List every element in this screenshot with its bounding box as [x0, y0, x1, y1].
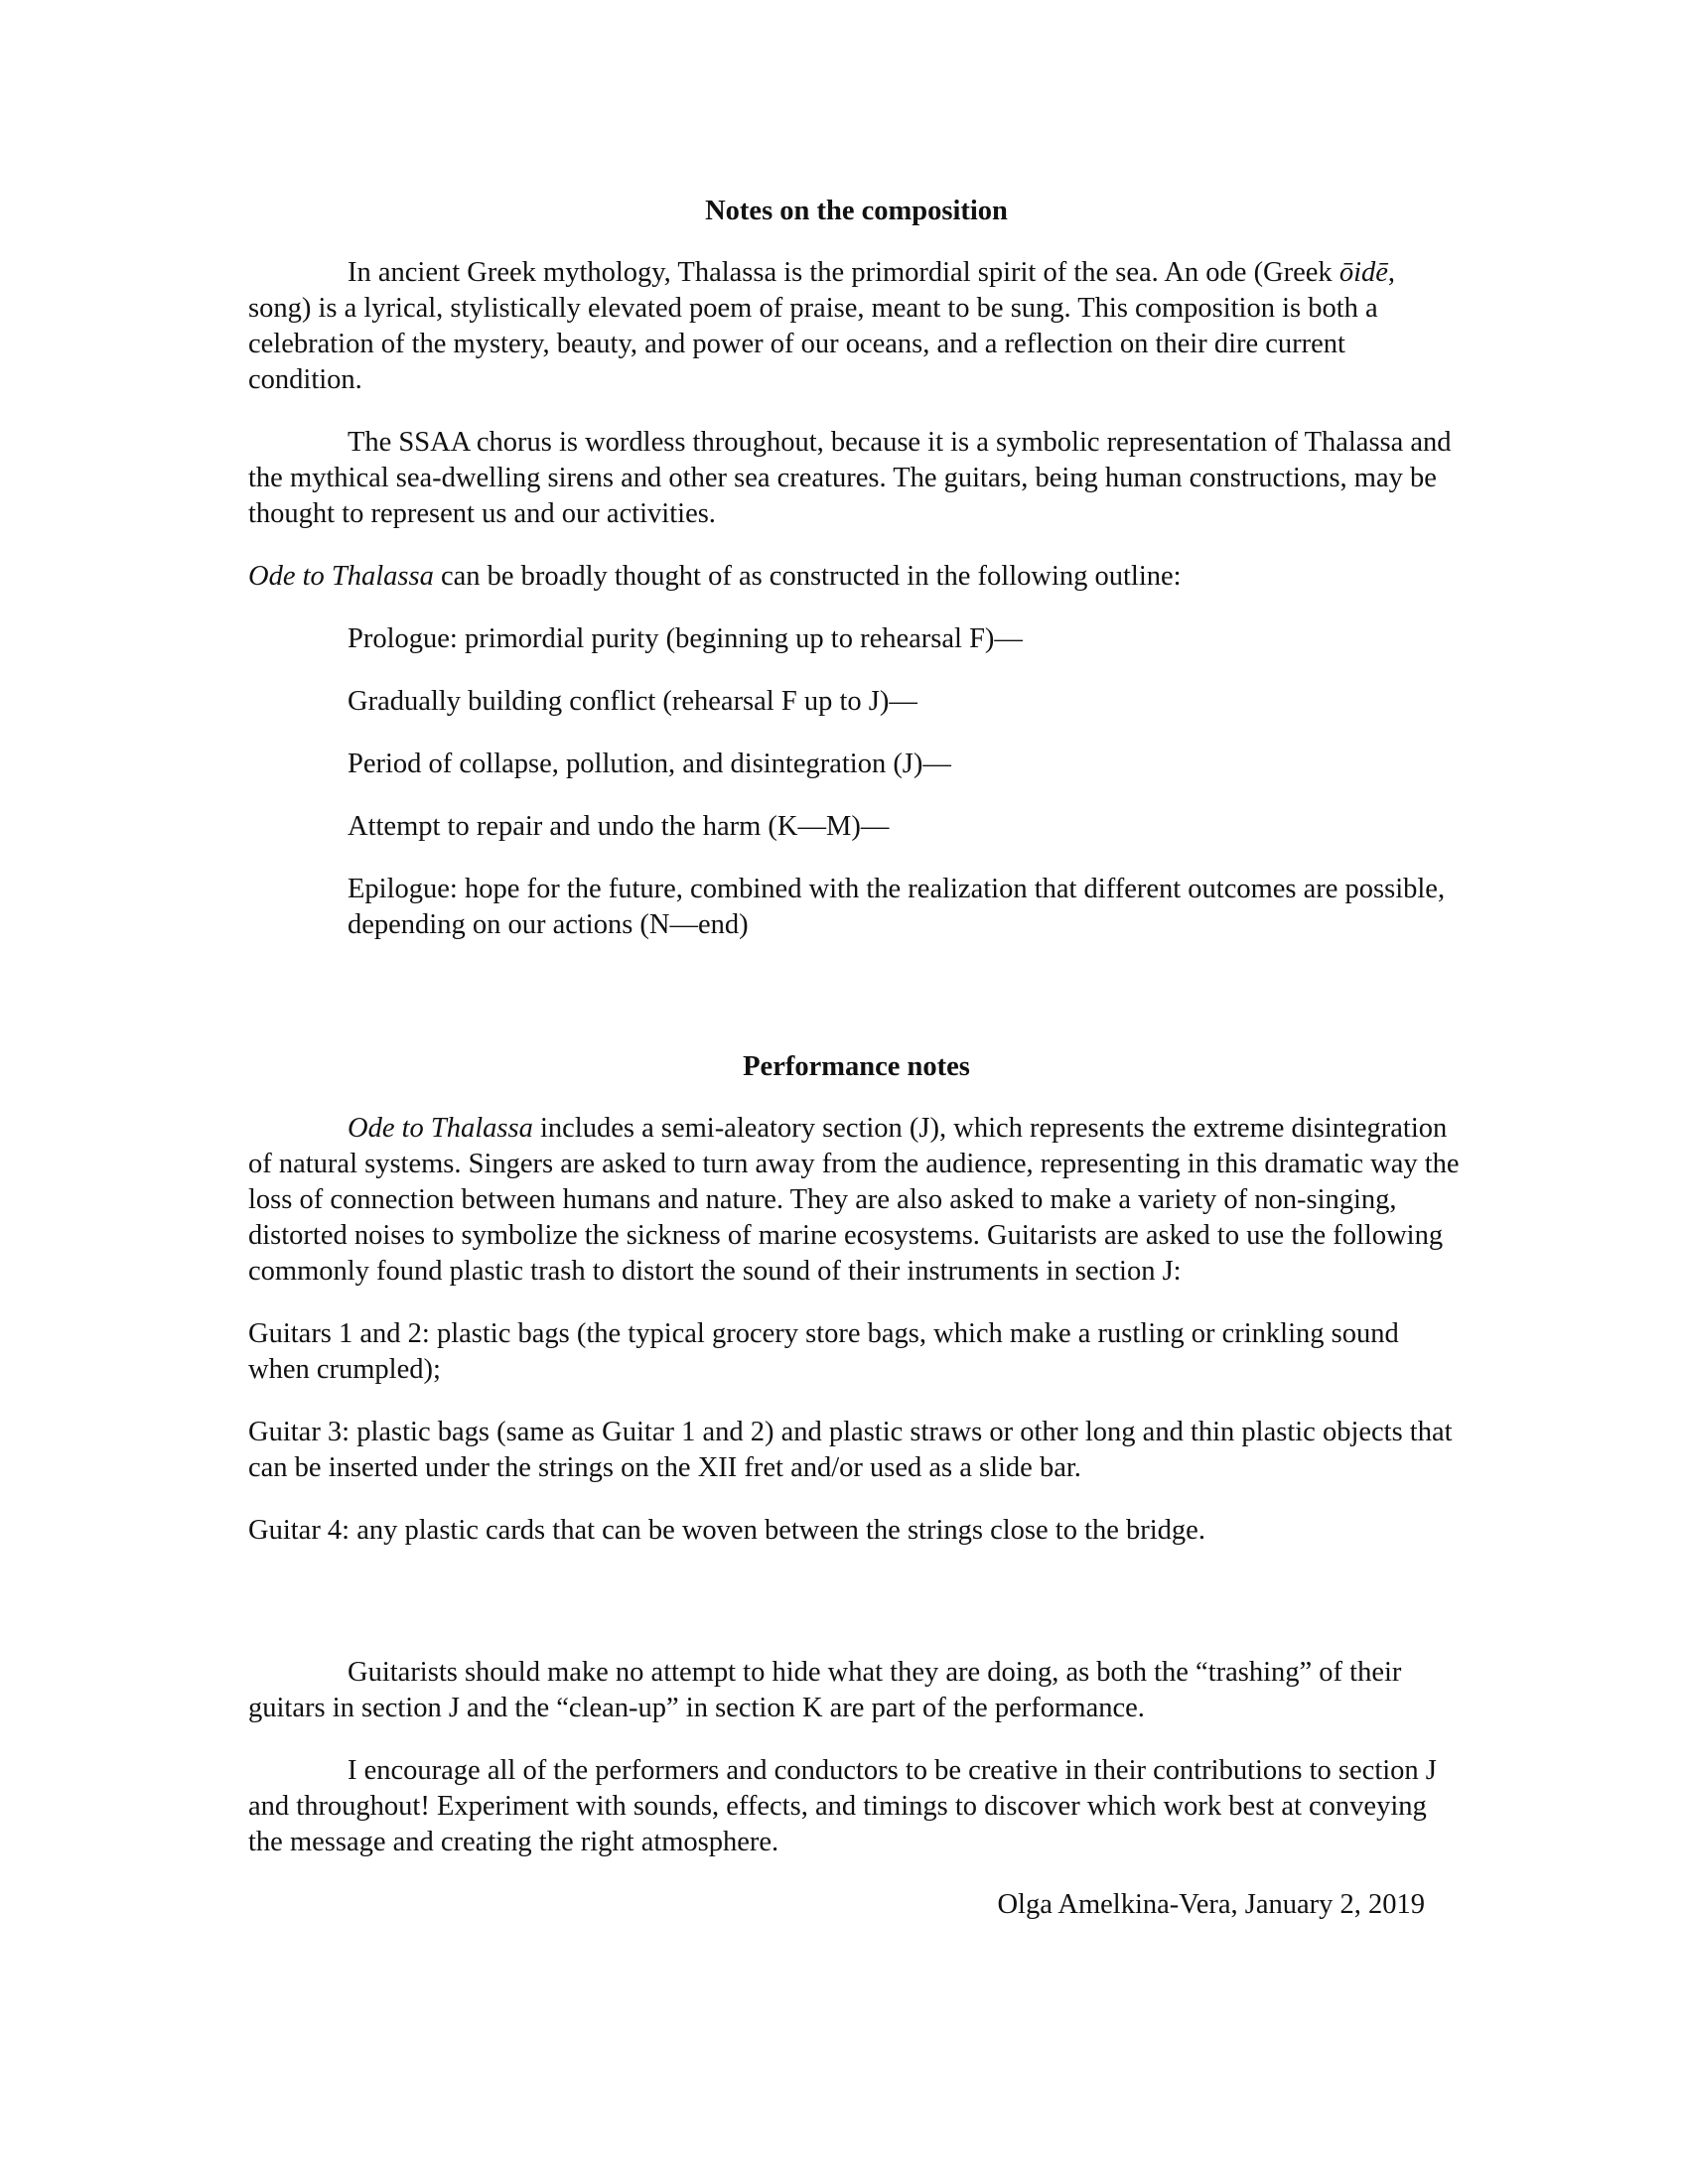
- outline-item-repair: Attempt to repair and undo the harm (K—M)—: [348, 811, 890, 842]
- document-page: [248, 194, 1465, 1923]
- guitar-3-note: Guitar 3: plastic bags (same as Guitar 1 and 2) and plastic straws or other long and thin plastic objects that can be inserted under the strings on the XII fret and/or used as a slide bar.: [248, 1417, 1453, 1483]
- composition-p3-rest: can be broadly thought of as constructed in the following outline:: [433, 561, 1182, 592]
- outline-item-prologue: Prologue: primordial purity (beginning up to rehearsal F)—: [348, 623, 1023, 654]
- performance-paragraph-1: [248, 1111, 1465, 1290]
- guitars-1-2-note: Guitars 1 and 2: plastic bags (the typical grocery store bags, which make a rustling or crinkling sound when crumpled);: [248, 1318, 1399, 1385]
- encourage-paragraph: I encourage all of the performers and conductors to be creative in their contributions to section J and throughout! Experiment with sounds, effects, and timings to discover which work best at conveying the message and creating the right atmosphere.: [248, 1755, 1437, 1857]
- composition-heading: Notes on the composition: [705, 196, 1008, 226]
- work-title: Ode to Thalassa: [248, 561, 434, 592]
- paragraph-spacer: [248, 1575, 1465, 1655]
- composition-paragraph-2: The SSAA chorus is wordless throughout, because it is a symbolic representation of Thalassa and the mythical sea-dwelling sirens and other sea creatures. The guitars, being human constructions, may be thought to represent us and our activities.: [248, 427, 1452, 529]
- greek-word: ōidē: [1338, 257, 1388, 288]
- outline-item-conflict: Gradually building conflict (rehearsal F up to J)—: [348, 686, 917, 717]
- performance-p1-rest: includes a semi-aleatory section (J), which represents the extreme disintegration of natural systems. Singers are asked to turn away from the audience, representing in this dramatic way the loss of connection between humans and nature. They are also asked to make a variety of non-singing, distorted noises to symbolize the sickness of marine ecosystems. Guitarists are asked to use the following commonly found plastic trash to distort the sound of their instruments in section J:: [248, 1113, 1460, 1287]
- composition-paragraph-1: [248, 255, 1465, 398]
- author-signature: Olga Amelkina-Vera, January 2, 2019: [997, 1889, 1425, 1920]
- composition-p1-text-a: In ancient Greek mythology, Thalassa is the primordial spirit of the sea. An ode (Greek: [348, 257, 1339, 288]
- outline-item-collapse: Period of collapse, pollution, and disintegration (J)—: [348, 749, 951, 779]
- trashing-paragraph: Guitarists should make no attempt to hide what they are doing, as both the “trashing” of their guitars in section J and the “clean-up” in section K are part of the performance.: [248, 1657, 1402, 1723]
- outline-list: [248, 621, 1465, 943]
- section-spacer: [248, 970, 1465, 1049]
- composition-paragraph-3: [248, 559, 1465, 595]
- performance-heading: Performance notes: [743, 1051, 970, 1082]
- outline-item-epilogue: Epilogue: hope for the future, combined with the realization that different outcomes are possible, depending on our actions (N—end): [348, 874, 1446, 940]
- work-title-2: Ode to Thalassa: [348, 1113, 533, 1144]
- guitar-4-note: Guitar 4: any plastic cards that can be woven between the strings close to the bridge.: [248, 1515, 1205, 1546]
- composition-p1-text-b: , song) is a lyrical, stylistically elevated poem of praise, meant to be sung. This composition is both a celebration of the mystery, beauty, and power of our oceans, and a reflection on their dire current condition.: [248, 257, 1396, 395]
